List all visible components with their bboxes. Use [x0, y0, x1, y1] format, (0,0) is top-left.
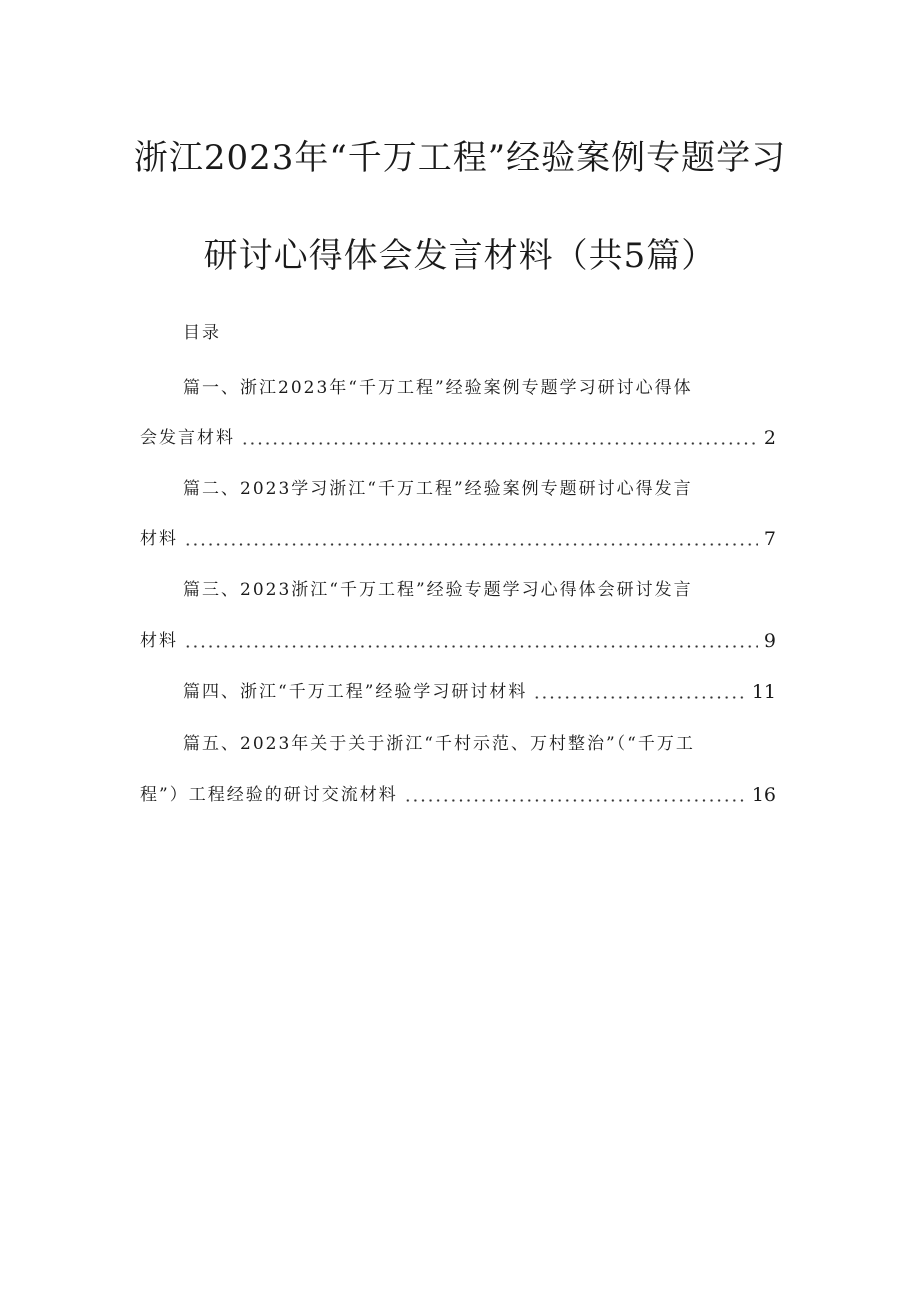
toc-dot-leader: [184, 543, 758, 546]
document-title-line1: 浙江2023年“千万工程”经验案例专题学习: [133, 138, 787, 178]
toc-entry-2[interactable]: [140, 527, 776, 551]
toc-dot-leader: [404, 799, 746, 802]
toc-dot-leader: [533, 696, 745, 699]
toc-entry-5-page: 16: [751, 784, 776, 806]
toc-entry-3-line1[interactable]: 篇三、2023浙江“千万工程”经验专题学习心得体会研讨发言: [183, 580, 693, 600]
toc-entry-3-line2: 材料: [140, 631, 178, 651]
toc-entry-1-line2: 会发言材料: [140, 428, 235, 448]
toc-entry-1-page: 2: [763, 427, 776, 449]
toc-entry-1-line1[interactable]: 篇一、浙江2023年“千万工程”经验案例专题学习研讨心得体: [183, 378, 693, 398]
toc-dot-leader: [184, 645, 758, 648]
toc-entry-2-line1[interactable]: 篇二、2023学习浙江“千万工程”经验案例专题研讨心得发言: [183, 479, 693, 499]
toc-entry-1[interactable]: [140, 426, 776, 450]
toc-entry-4[interactable]: [183, 680, 776, 704]
toc-entry-5-line1[interactable]: 篇五、2023年关于关于浙江“千村示范、万村整治”（“千万工: [183, 734, 695, 754]
toc-heading: 目录: [183, 323, 221, 343]
toc-entry-3[interactable]: [140, 629, 776, 653]
toc-entry-5[interactable]: [140, 783, 776, 807]
toc-entry-4-page: 11: [751, 681, 776, 703]
toc-entry-2-line2: 材料: [140, 529, 178, 549]
toc-dot-leader: [241, 442, 758, 445]
toc-entry-4-line1: 篇四、浙江“千万工程”经验学习研讨材料: [183, 682, 528, 702]
toc-entry-5-line2: 程”）工程经验的研讨交流材料: [140, 785, 398, 805]
toc-entry-3-page: 9: [763, 630, 776, 652]
toc-entry-2-page: 7: [763, 528, 776, 550]
document-title-line2: 研讨心得体会发言材料（共5篇）: [203, 236, 717, 276]
